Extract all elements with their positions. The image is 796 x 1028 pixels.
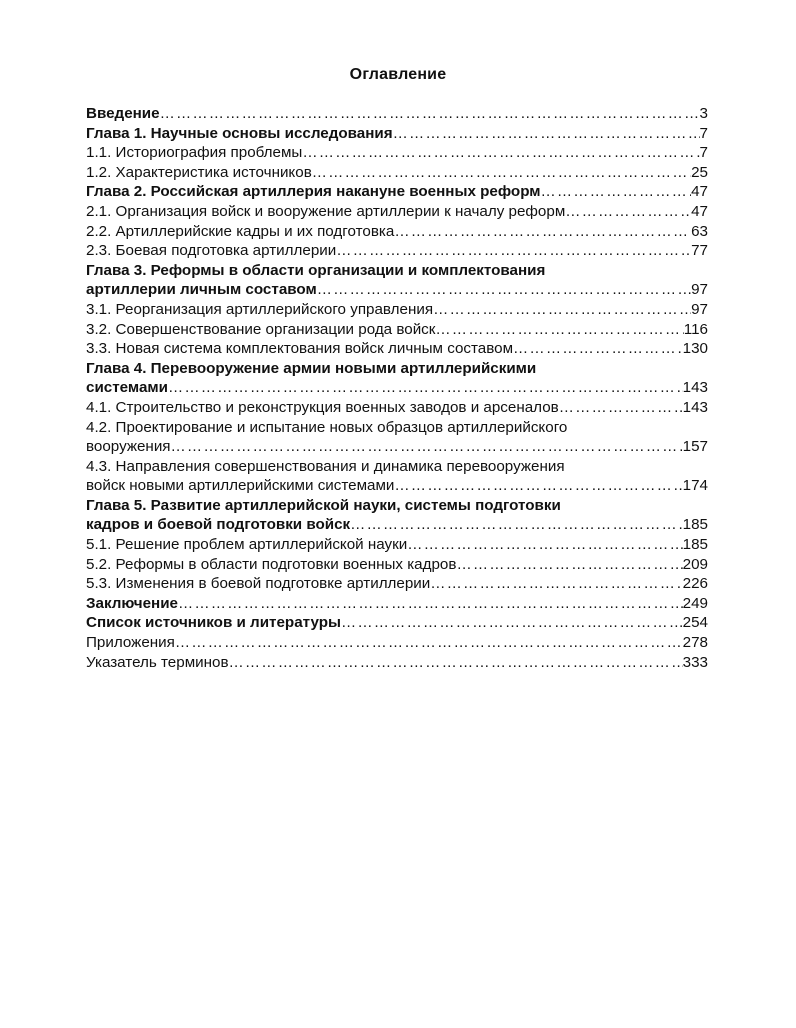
toc-page-number: 47 xyxy=(691,202,708,220)
toc-entry-label-line: Глава 3. Реформы в области организации и комплектования xyxy=(86,261,546,279)
toc-entry[interactable] xyxy=(86,574,708,594)
toc-page-number: 249 xyxy=(682,594,708,612)
toc-page-number: 209 xyxy=(682,555,708,573)
toc-entry[interactable] xyxy=(86,653,708,673)
toc-entry-label: Указатель терминов xyxy=(86,653,229,671)
toc-entry-label-line: 4.2. Проектирование и испытание новых образцов артиллерийского xyxy=(86,418,568,436)
toc-page-number: 7 xyxy=(699,144,708,162)
dot-leader xyxy=(175,633,683,653)
toc-entry[interactable] xyxy=(86,182,708,202)
toc-entry[interactable] xyxy=(86,163,708,183)
toc-page-number: 254 xyxy=(682,614,708,632)
dot-leader xyxy=(513,339,683,359)
toc-page-number: 278 xyxy=(682,634,708,652)
toc-page-number: 174 xyxy=(682,477,708,495)
toc-entry[interactable] xyxy=(86,535,708,555)
toc-entry-label: 3.1. Реорганизация артиллерийского управления xyxy=(86,300,434,318)
toc-page-number: 185 xyxy=(682,536,708,554)
dot-leader xyxy=(168,378,683,398)
toc-entry-label: вооружения xyxy=(86,438,171,456)
toc-entry-label: 5.2. Реформы в области подготовки военных кадров xyxy=(86,555,457,573)
toc-page-number: 77 xyxy=(691,242,708,260)
toc-page-number: 97 xyxy=(691,281,708,299)
toc-entry[interactable] xyxy=(86,418,708,457)
dot-leader xyxy=(229,653,683,673)
dot-leader xyxy=(430,574,682,594)
toc-entry-label: 1.1. Историография проблемы xyxy=(86,144,303,162)
toc-entry[interactable] xyxy=(86,555,708,575)
toc-page-number: 143 xyxy=(682,398,708,416)
dot-leader xyxy=(317,280,691,300)
toc-entry[interactable] xyxy=(86,222,708,242)
toc-entry-label: 3.3. Новая система комплектования войск личным составом xyxy=(86,340,514,358)
dot-leader xyxy=(302,143,699,163)
toc-entry-label: артиллерии личным составом xyxy=(86,281,317,299)
toc-entry[interactable] xyxy=(86,124,708,144)
toc-entry[interactable] xyxy=(86,339,708,359)
toc-page-number: 63 xyxy=(691,222,708,240)
toc-entry-label: 4.1. Строительство и реконструкция военных заводов и арсеналов xyxy=(86,398,559,416)
toc-entry[interactable] xyxy=(86,241,708,261)
toc-entry-label: системами xyxy=(86,379,168,397)
toc-page-number: 143 xyxy=(682,379,708,397)
toc-entry-label: войск новыми артиллерийскими системами xyxy=(86,477,395,495)
toc-entry[interactable] xyxy=(86,496,708,535)
dot-leader xyxy=(559,398,683,418)
dot-leader xyxy=(433,300,691,320)
dot-leader xyxy=(541,182,692,202)
toc-entry-label: Заключение xyxy=(86,594,179,612)
toc-entry[interactable] xyxy=(86,261,708,300)
toc-page-number: 130 xyxy=(682,340,708,358)
toc-entry-label: Список источников и литературы xyxy=(86,614,341,632)
toc-entry[interactable] xyxy=(86,613,708,633)
toc-entry-label: 3.2. Совершенствование организации рода войск xyxy=(86,320,436,338)
toc-page-number: 25 xyxy=(691,163,708,181)
toc-entry-label-line: Глава 4. Перевооружение армии новыми артиллерийскими xyxy=(86,359,537,377)
toc-entry-label: 5.3. Изменения в боевой подготовке артиллерии xyxy=(86,575,431,593)
dot-leader xyxy=(178,594,683,614)
dot-leader xyxy=(312,163,691,183)
dot-leader xyxy=(160,104,700,124)
toc-page-number: 47 xyxy=(691,183,708,201)
toc-entry-label: 2.2. Артиллерийские кадры и их подготовка xyxy=(86,222,395,240)
dot-leader xyxy=(435,320,683,340)
toc-entry[interactable] xyxy=(86,143,708,163)
toc-page-number: 226 xyxy=(682,575,708,593)
toc-entry[interactable] xyxy=(86,633,708,653)
toc-entry-label: Глава 2. Российская артиллерия накануне военных реформ xyxy=(86,183,541,201)
toc-entry[interactable] xyxy=(86,300,708,320)
toc-page-number: 157 xyxy=(682,438,708,456)
toc-entry-label-line: Глава 5. Развитие артиллерийской науки, системы подготовки xyxy=(86,496,561,514)
toc-page-number: 3 xyxy=(699,105,708,122)
dot-leader xyxy=(171,437,683,457)
toc-entry-label: 2.3. Боевая подготовка артиллерии xyxy=(86,242,337,260)
toc-entry[interactable] xyxy=(86,594,708,614)
toc-page-number: 185 xyxy=(682,516,708,534)
dot-leader xyxy=(456,555,682,575)
dot-leader xyxy=(407,535,682,555)
toc-entry-label-line: 4.3. Направления совершенствования и динамика перевооружения xyxy=(86,457,565,475)
dot-leader xyxy=(394,222,691,242)
toc-page-number: 333 xyxy=(682,653,708,671)
toc-entry-label: 2.1. Организация войск и вооружение артиллерии к началу реформ xyxy=(86,202,566,220)
toc-entry-label: кадров и боевой подготовки войск xyxy=(86,516,351,534)
dot-leader xyxy=(565,202,691,222)
toc-entry[interactable] xyxy=(86,320,708,340)
toc-page-number: 116 xyxy=(683,320,708,338)
toc-entry[interactable] xyxy=(86,398,708,418)
dot-leader xyxy=(341,613,683,633)
toc-entry[interactable] xyxy=(86,359,708,398)
toc-entry-label: 1.2. Характеристика источников xyxy=(86,163,312,181)
page-title: Оглавление xyxy=(349,66,447,83)
dot-leader xyxy=(350,515,683,535)
dot-leader xyxy=(336,241,691,261)
table-of-contents xyxy=(86,104,708,672)
toc-page-number: 7 xyxy=(699,124,708,142)
toc-entry-label: Глава 1. Научные основы исследования xyxy=(86,124,393,142)
toc-entry-label: 5.1. Решение проблем артиллерийской науки xyxy=(86,536,408,554)
toc-entry-label: Приложения xyxy=(86,634,175,652)
toc-entry-label: Введение xyxy=(86,105,160,122)
dot-leader xyxy=(394,476,682,496)
toc-entry[interactable] xyxy=(86,457,708,496)
toc-entry[interactable] xyxy=(86,202,708,222)
toc-page-number: 97 xyxy=(691,300,708,318)
toc-entry[interactable] xyxy=(86,104,708,124)
dot-leader xyxy=(393,124,700,144)
